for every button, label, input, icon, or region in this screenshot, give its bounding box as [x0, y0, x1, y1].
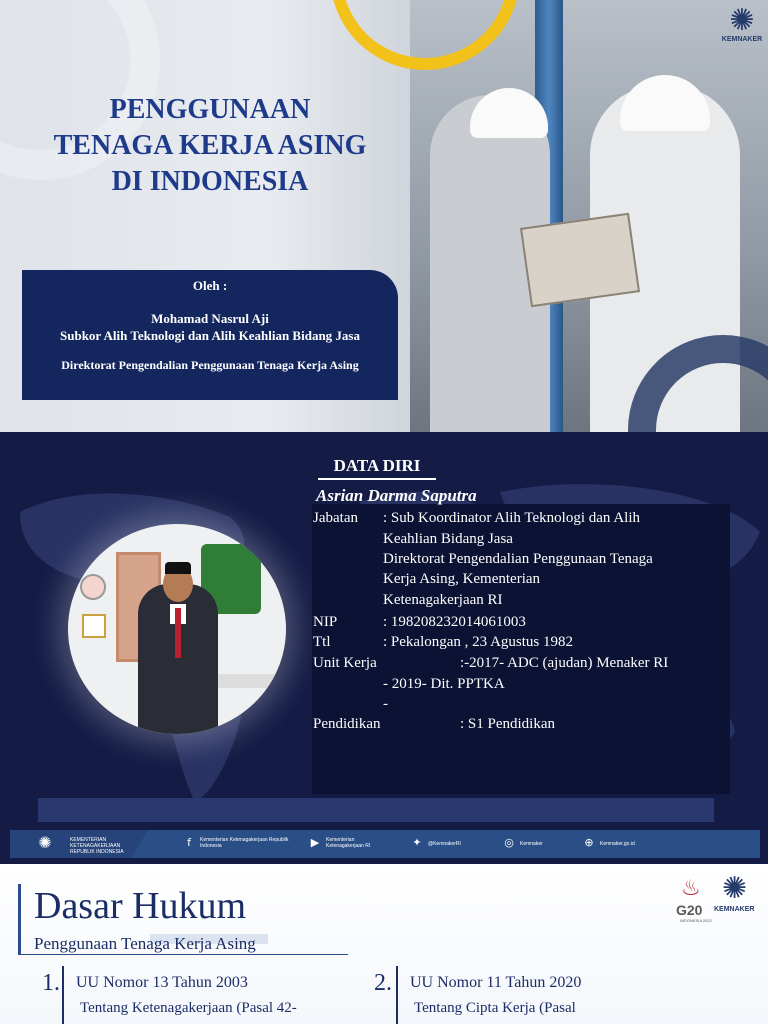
- row-value: Ketenagakerjaan RI: [383, 592, 503, 608]
- clipboard-graphic: [520, 213, 640, 308]
- footer-facebook-text[interactable]: Kementerian Ketenagakerjaan Republik Indonesia: [200, 837, 289, 849]
- row-value: Keahlian Bidang Jasa: [383, 531, 513, 547]
- row-label: Unit Kerja: [313, 655, 377, 671]
- divider: [18, 954, 348, 955]
- row-label: Pendidikan: [313, 716, 381, 732]
- item-number: 1.: [42, 970, 60, 996]
- presenter-role: Subkor Alih Teknologi dan Alih Keahlian Bidang Jasa: [60, 328, 360, 343]
- row-label: NIP: [313, 614, 338, 630]
- slide-title: [20, 92, 400, 200]
- profile-slide: [0, 432, 768, 864]
- title-slide: [0, 0, 768, 432]
- content-bar: [38, 798, 714, 822]
- row-value: : S1 Pendidikan: [460, 716, 556, 732]
- kemnaker-logo-icon: ✺: [722, 871, 748, 906]
- row-value: -: [383, 696, 388, 712]
- slide-title: Dasar Hukum: [34, 885, 247, 927]
- footer-logo-text: KEMENTERIAN KETENAGAKERJAAN REPUBLIK INDONESIA: [70, 837, 124, 855]
- kemnaker-logo-icon: ✺: [38, 833, 52, 852]
- tie-graphic: [175, 608, 181, 658]
- footer-instagram-text[interactable]: Kemnaker: [520, 841, 543, 847]
- footer-web-text[interactable]: Kemnaker.go.id: [600, 841, 635, 847]
- section-heading: DATA DIRI: [318, 456, 436, 480]
- presenter-name: Mohamad Nasrul Aji: [151, 311, 269, 326]
- row-value: Kerja Asing, Kementerian: [383, 571, 541, 587]
- g20-logo-text: G20: [676, 902, 703, 918]
- legal-basis-slide: [0, 864, 768, 1024]
- law-title: UU Nomor 13 Tahun 2003: [76, 974, 248, 991]
- g20-flame-icon: ♨: [681, 876, 701, 901]
- kemnaker-logo-icon: ✺: [729, 3, 755, 38]
- profile-photo: [68, 524, 286, 734]
- item-divider: [396, 966, 398, 1024]
- title-accent-bar: [18, 884, 21, 954]
- row-value: - 2019- Dit. PPTKA: [383, 676, 505, 692]
- law-title: UU Nomor 11 Tahun 2020: [410, 974, 582, 991]
- twitter-icon[interactable]: ✦: [412, 836, 422, 849]
- profile-name: Asrian Darma Saputra: [316, 486, 477, 505]
- row-label: Ttl: [313, 634, 331, 650]
- g20-subtext: INDONESIA 2022: [680, 918, 712, 923]
- presenter-box: [22, 270, 398, 400]
- item-number: 2.: [374, 970, 392, 996]
- row-value: Direktorat Pengendalian Penggunaan Tenaga: [383, 551, 653, 567]
- footer-youtube-text[interactable]: Kementerian Ketenagakerjaan RI: [326, 837, 371, 849]
- youtube-icon[interactable]: ▶: [310, 836, 320, 849]
- row-label: Jabatan: [313, 510, 358, 526]
- helmet-graphic: [620, 75, 710, 131]
- peci-cap-graphic: [165, 562, 191, 574]
- title-line: DI INDONESIA: [111, 166, 309, 197]
- title-line: PENGGUNAAN: [109, 94, 311, 125]
- instagram-icon[interactable]: ◎: [504, 836, 514, 849]
- wall-frame-graphic: [82, 614, 106, 638]
- by-label: Oleh :: [192, 278, 228, 293]
- row-value: :-2017- ADC (ajudan) Menaker RI: [460, 655, 669, 671]
- law-description: Tentang Cipta Kerja (Pasal: [414, 1000, 576, 1016]
- title-line: TENAGA KERJA ASING: [53, 130, 367, 161]
- table-graphic: [218, 674, 278, 688]
- row-value: : Pekalongan , 23 Agustus 1982: [383, 634, 573, 650]
- kemnaker-logo: [720, 3, 764, 43]
- row-value: : Sub Koordinator Alih Teknologi dan Alih: [383, 510, 640, 526]
- department-name: Direktorat Pengendalian Penggunaan Tenaga Kerja Asing: [61, 358, 359, 372]
- web-icon[interactable]: ⊕: [584, 836, 594, 849]
- wall-frame-graphic: [80, 574, 106, 600]
- law-description: Tentang Ketenagakerjaan (Pasal 42-: [80, 1000, 297, 1016]
- footer-twitter-text[interactable]: @KemnakerRI: [428, 841, 461, 847]
- partner-logos: [676, 870, 762, 928]
- facebook-icon[interactable]: f: [187, 836, 191, 849]
- row-value: : 198208232014061003: [383, 614, 526, 630]
- kemnaker-logo-text: KEMNAKER: [721, 36, 763, 43]
- kemnaker-logo-text: KEMNAKER: [714, 906, 755, 913]
- item-divider: [62, 966, 64, 1024]
- slide-subtitle: Penggunaan Tenaga Kerja Asing: [34, 934, 256, 953]
